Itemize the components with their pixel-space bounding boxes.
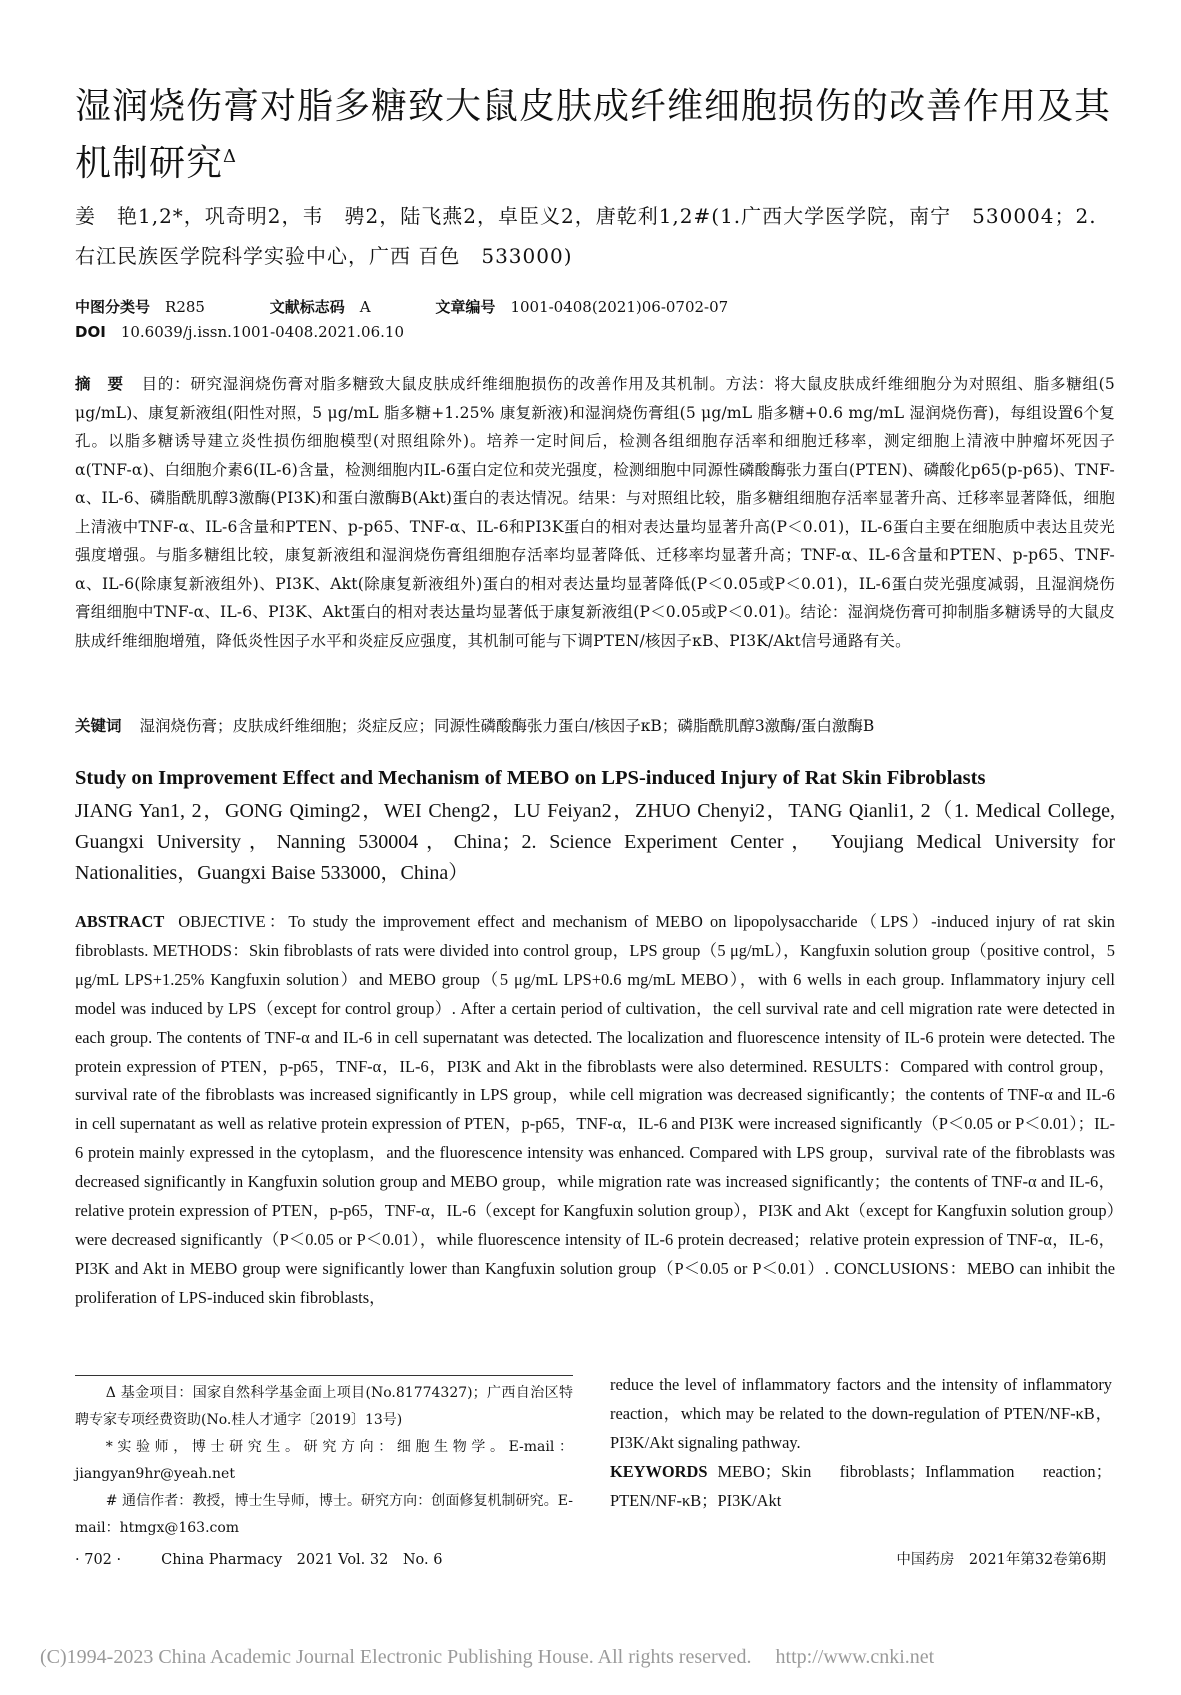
footnotes <box>75 1380 573 1542</box>
page-number: · 702 · <box>75 1552 122 1568</box>
english-authors: JIANG Yan1, 2，GONG Qiming2，WEI Cheng2，LU Feiyan2，ZHUO Chenyi2，TANG Qianli1, 2（1. Medical College, Guangxi University，Nanning 530004，China；2. Science Experiment Center， Youjiang Medical University for Nationalities，Guangxi Baise 533000，China） <box>75 800 1115 884</box>
first-author-footnote: *实验师，博士研究生。研究方向：细胞生物学。E-mail：jiangyan9hr@yeah.net <box>75 1439 573 1482</box>
copyright-text: (C)1994-2023 China Academic Journal Electronic Publishing House. All rights reserved. <box>40 1646 752 1668</box>
footer-left <box>75 1549 442 1571</box>
chinese-keywords-label: 关键词 <box>75 717 122 735</box>
funding-mark: Δ <box>223 146 238 167</box>
doi-label: DOI <box>75 323 106 341</box>
corresponding-author-footnote: # 通信作者：教授，博士生导师，博士。研究方向：创面修复机制研究。E-mail：htmgx@163.com <box>75 1493 573 1536</box>
chinese-title-text: 湿润烧伤膏对脂多糖致大鼠皮肤成纤维细胞损伤的改善作用及其机制研究 <box>75 86 1112 184</box>
copyright-watermark <box>40 1643 1160 1671</box>
doi-value[interactable]: 10.6039/j.issn.1001-0408.2021.06.10 <box>120 323 405 341</box>
english-keywords <box>610 1458 1112 1516</box>
english-keywords-label: KEYWORDS <box>610 1462 708 1481</box>
doi-row <box>75 320 1115 345</box>
doc-code-label: 文献标志码 <box>269 298 345 316</box>
chinese-abstract-label: 摘 要 <box>75 375 124 393</box>
classification-row <box>75 295 1115 320</box>
chinese-keywords <box>75 713 1115 739</box>
article-number-value: 1001-0408(2021)06-0702-07 <box>510 298 729 316</box>
journal-english: China Pharmacy 2021 Vol. 32 No. 6 <box>161 1552 443 1568</box>
english-abstract-label: ABSTRACT <box>75 912 165 931</box>
english-title: Study on Improvement Effect and Mechanism of MEBO on LPS-induced Injury of Rat Skin Fibroblasts <box>75 767 986 789</box>
chinese-abstract <box>75 370 1115 655</box>
chinese-abstract-text: 目的：研究湿润烧伤膏对脂多糖致大鼠皮肤成纤维细胞损伤的改善作用及其机制。方法：将大鼠皮肤成纤维细胞分为对照组、脂多糖组(5 μg/mL)、康复新液组(阳性对照，5 μg/mL 脂多糖+1.25% 康复新液)和湿润烧伤膏组(5 μg/mL 脂多糖+0.6 mg/mL 湿润烧伤膏)，每组设置6个复孔。以脂多糖诱导建立炎性损伤细胞模型(对照组除外)。培养一定时间后，检测各组细胞存活率和细胞迁移率，测定细胞上清液中肿瘤坏死因子α(TNF-α)、白细胞介素6(IL-6)含量，检测细胞内IL-6蛋白定位和荧光强度，检测细胞中同源性磷酸酶张力蛋白(PTEN)、磷酸化p65(p-p65)、TNF-α、IL-6、磷脂酰肌醇3激酶(PI3K)和蛋白激酶B(Akt)蛋白的表达情况。结果：与对照组比较，脂多糖组细胞存活率显著升高、迁移率显著降低，细胞上清液中TNF-α、IL-6含量和PTEN、p-p65、TNF-α、IL-6和PI3K蛋白的相对表达量均显著升高(P＜0.01)，IL-6蛋白主要在细胞质中表达且荧光强度增强。与脂多糖组比较，康复新液组和湿润烧伤膏组细胞存活率均显著降低、迁移率均显著升高；TNF-α、IL-6含量和PTEN、p-p65、TNF-α、IL-6(除康复新液组外)、PI3K、Akt(除康复新液组外)蛋白的相对表达量均显著降低(P＜0.05或P＜0.01)，IL-6蛋白荧光强度减弱，且湿润烧伤膏组细胞中TNF-α、IL-6、PI3K、Akt蛋白的相对表达量均显著低于康复新液组(P＜0.05或P＜0.01)。结论：湿润烧伤膏可抑制脂多糖诱导的大鼠皮肤成纤维细胞增殖，降低炎性因子水平和炎症反应强度，其机制可能与下调PTEN/核因子κB、PI3K/Akt信号通路有关。 <box>75 375 1115 650</box>
footer-right: 中国药房 2021年第32卷第6期 <box>896 1552 1106 1568</box>
english-keywords-text: MEBO；Skin fibroblasts；Inflammation reaction；PTEN/NF-κB；PI3K/Akt <box>610 1462 1112 1510</box>
clc-value: R285 <box>165 298 205 316</box>
chinese-title <box>75 82 1115 189</box>
clc-label: 中图分类号 <box>75 298 151 316</box>
chinese-authors: 姜 艳1,2*，巩奇明2，韦 骋2，陆飞燕2，卓臣义2，唐乾利1,2#(1.广西大学医学院，南宁 530004；2.右江民族医学院科学实验中心，广西 百色 533000) <box>75 204 1097 268</box>
english-abstract-continued: reduce the level of inflammatory factors and the intensity of inflammatory reaction，which may be related to the down-regulation of PTEN/NF-κB，PI3K/Akt signaling pathway. <box>610 1375 1112 1452</box>
english-abstract <box>75 908 1115 1313</box>
doc-code-value: A <box>359 298 371 316</box>
article-metadata <box>75 295 1115 345</box>
footnote-divider <box>75 1375 573 1376</box>
funding-footnote: Δ 基金项目：国家自然科学基金面上项目(No.81774327)；广西自治区特聘专家专项经费资助(No.桂人才通字〔2019〕13号) <box>75 1385 573 1428</box>
cnki-link[interactable]: http://www.cnki.net <box>775 1646 935 1668</box>
article-number-label: 文章编号 <box>435 298 496 316</box>
english-abstract-text: OBJECTIVE：To study the improvement effect and mechanism of MEBO on lipopolysaccharide（LPS）-induced injury of rat skin fibroblasts. METHODS：Skin fibroblasts of rats were divided into control group，LPS group（5 μg/mL），Kangfuxin solution group（positive control，5 μg/mL LPS+1.25% Kangfuxin solution）and MEBO group（5 μg/mL LPS+0.6 mg/mL MEBO），with 6 wells in each group. Inflammatory injury cell model was induced by LPS（except for control group）. After a certain period of cultivation，the cell survival rate and cell migration rate were detected in each group. The contents of TNF-α and IL-6 in cell supernatant was detected. The localization and fluorescence intensity of IL-6 protein were detected. The protein expression of PTEN，p-p65，TNF-α，IL-6，PI3K and Akt in the fibroblasts were also determined. RESULTS：Compared with control group，survival rate of the fibroblasts was increased significantly in LPS group，while cell migration was decreased significantly；the contents of TNF-α and IL-6 in cell supernatant as well as relative protein expression of PTEN，p-p65，TNF-α，IL-6 and PI3K were increased significantly（P＜0.05 or P＜0.01）；IL-6 protein mainly expressed in the cytoplasm，and the fluorescence intensity was enhanced. Compared with LPS group，survival rate of the fibroblasts was decreased significantly in Kangfuxin solution group and MEBO group，while migration rate was increased significantly；the contents of TNF-α and IL-6，relative protein expression of PTEN，p-p65，TNF-α，IL-6（except for Kangfuxin solution group），PI3K and Akt（except for Kangfuxin solution group）were decreased significantly（P＜0.05 or P＜0.01），while fluorescence intensity of IL-6 protein decreased；relative protein expression of TNF-α，IL-6，PI3K and Akt in MEBO group were significantly lower than Kangfuxin solution group（P＜0.05 or P＜0.01）. CONCLUSIONS：MEBO can inhibit the proliferation of LPS-induced skin fibroblasts， <box>75 912 1115 1307</box>
chinese-keywords-text: 湿润烧伤膏；皮肤成纤维细胞；炎症反应；同源性磷酸酶张力蛋白/核因子κB；磷脂酰肌醇3激酶/蛋白激酶B <box>139 717 875 735</box>
